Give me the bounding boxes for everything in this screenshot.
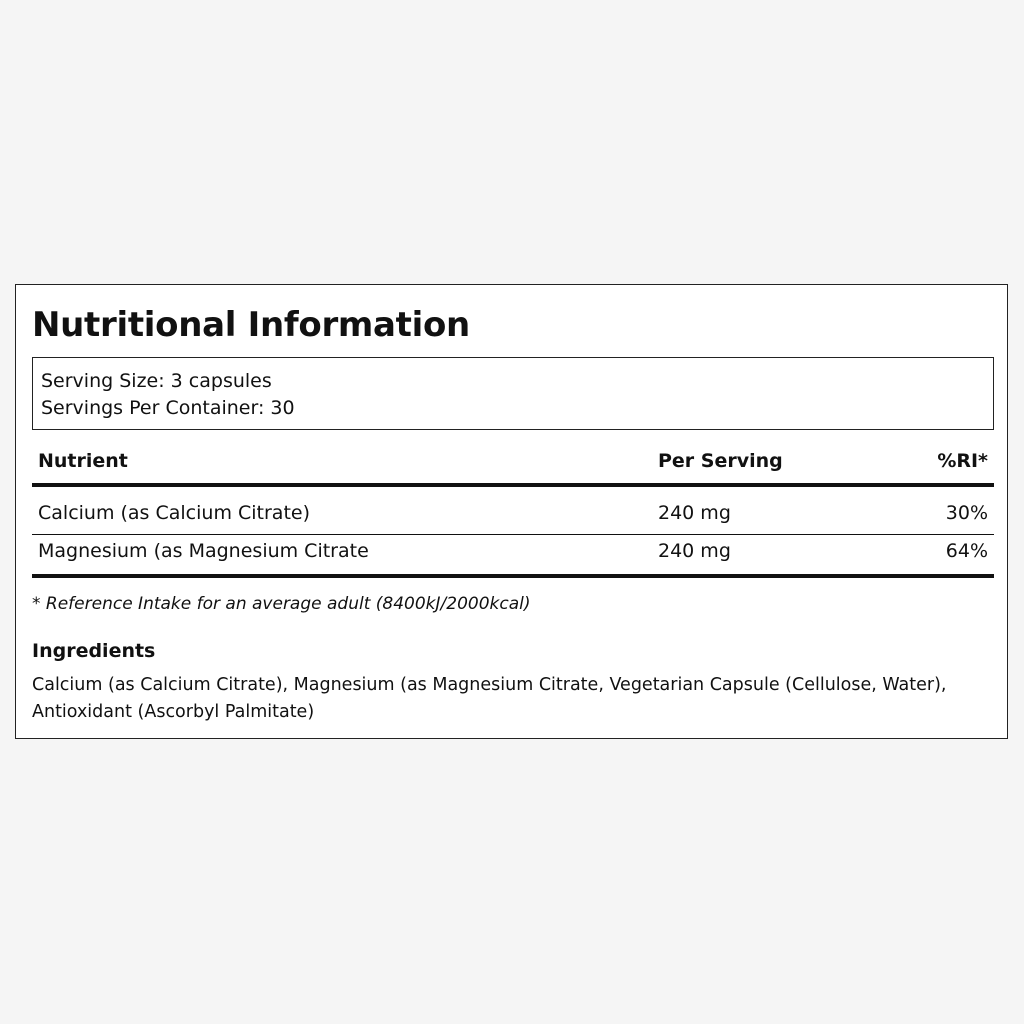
nutrient-amount: 240 mg — [658, 540, 731, 562]
servings-per-container: Servings Per Container: 30 — [41, 397, 295, 419]
nutrient-name: Calcium (as Calcium Citrate) — [38, 502, 311, 524]
page-title: Nutritional Information — [32, 305, 470, 345]
nutrient-ri: 30% — [945, 502, 988, 524]
reference-intake-footnote: * Reference Intake for an average adult (8400kJ/2000kcal) — [32, 594, 531, 614]
serving-info-box — [32, 357, 994, 430]
header-ri: %RI* — [937, 450, 988, 472]
serving-size: Serving Size: 3 capsules — [41, 370, 272, 392]
nutrition-panel — [15, 284, 1008, 739]
ingredients-text: Calcium (as Calcium Citrate), Magnesium (as Magnesium Citrate, Vegetarian Capsule (Cellulose, Water), Antioxidant (Ascorbyl Palmitate) — [32, 675, 947, 722]
table-row — [32, 535, 994, 578]
header-nutrient: Nutrient — [38, 450, 128, 472]
table-row — [32, 487, 994, 535]
nutrient-name: Magnesium (as Magnesium Citrate — [38, 540, 369, 562]
ingredients-heading: Ingredients — [32, 640, 156, 662]
nutrient-amount: 240 mg — [658, 502, 731, 524]
header-per-serving: Per Serving — [658, 450, 783, 472]
nutrient-table — [32, 445, 994, 578]
table-header-row — [32, 445, 994, 487]
nutrient-ri: 64% — [945, 540, 988, 562]
